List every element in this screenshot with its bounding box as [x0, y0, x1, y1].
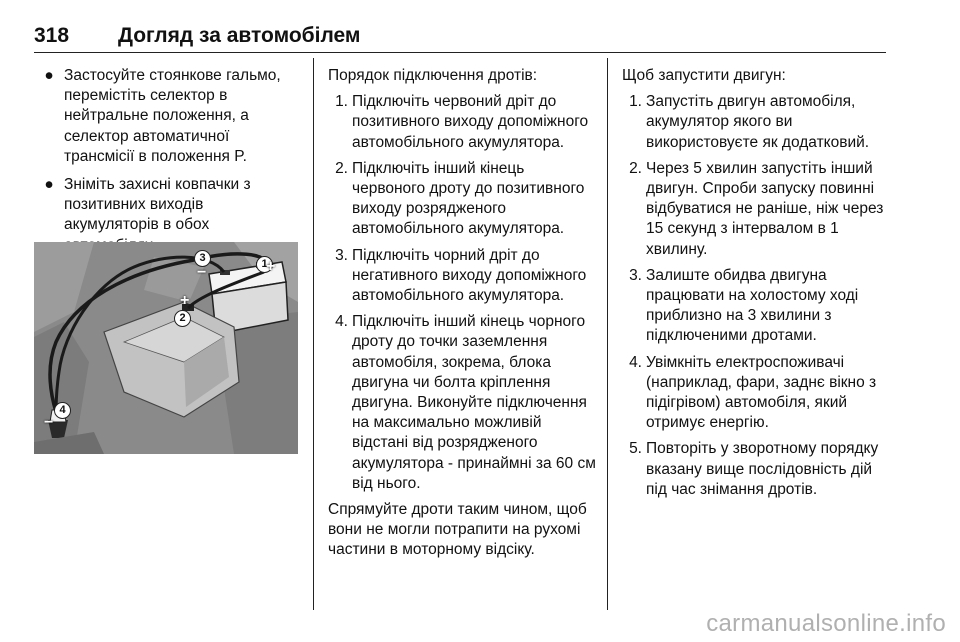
column-1 [40, 66, 302, 264]
callout-4 [54, 402, 71, 419]
bullet-text: Застосуйте стоянкове гальмо, перемістіть селектор в нейтральне положення, а селектор автоматичної трансмісії в положення P. [64, 67, 281, 165]
connection-step [328, 246, 598, 307]
bullet-text: Зніміть захисні ковпачки з позитивних виходів акумуляторів в обох [64, 176, 251, 234]
connection-step [328, 92, 598, 153]
minus-sign-4: − [44, 414, 54, 431]
connection-intro: Порядок підключення дротів: [328, 67, 538, 84]
plus-sign-2: + [180, 292, 190, 309]
bullet-item [40, 66, 302, 167]
column-divider-1 [313, 58, 314, 610]
column-divider-2 [607, 58, 608, 610]
connection-step [328, 312, 598, 494]
callout-1-label: 1 [261, 258, 268, 270]
jump-start-illustration [34, 242, 298, 454]
connection-step [328, 159, 598, 240]
header-rule [34, 52, 886, 53]
site-watermark: carmanualsonline.info [706, 610, 946, 637]
step-number: 2. [629, 159, 642, 177]
page-number: 318 [34, 24, 70, 47]
start-step [622, 266, 888, 347]
bullet-dot-icon: ● [44, 176, 54, 194]
step-text: Підключіть червоний дріт до позитивного виходу допоміжного автомобільного акумулятора. [352, 93, 589, 151]
step-text: Повторіть у зворотному порядку вказану вище послідовність дій під час знімання дротів. [646, 440, 879, 498]
step-text: Через 5 хвилин запустіть інший двигун. Спроби запуску повинні відбуватися не раніше, ніж через 15 секунд з інтервалом в 1 хвилину. [646, 159, 884, 258]
step-number: 2. [335, 159, 348, 177]
page-header [34, 24, 886, 50]
engine-bay-drawing [34, 242, 298, 454]
step-text: Підключіть інший кінець червоного дроту до позитивного виходу розрядженого автомобільного акумулятора. [352, 159, 585, 238]
start-intro: Щоб запустити двигун: [622, 67, 786, 84]
start-step [622, 92, 888, 153]
step-text: Запустіть двигун автомобіля, акумулятор якого ви використовуєте як додатковий. [646, 93, 870, 151]
plus-sign-1: + [266, 258, 276, 275]
step-text: Підключіть чорний дріт до негативного виходу допоміжного автомобільного акумулятора. [352, 246, 587, 305]
step-number: 1. [335, 93, 348, 111]
minus-sign-3: − [197, 264, 207, 281]
step-text: Підключіть інший кінець чорного дроту до точки заземлення автомобіля, зокрема, блока двигуна чи болта кріплення двигуна. Виконуйте підключення на максимально можливій відстані від розрядженого акумулятора - принаймні за 60 см від нього. [352, 313, 596, 492]
callout-2 [174, 310, 191, 327]
step-number: 4. [335, 313, 348, 331]
step-number: 1. [629, 93, 642, 111]
start-step [622, 439, 888, 500]
callout-4-label: 4 [59, 404, 66, 416]
start-step [622, 353, 888, 434]
bullet-dot-icon: ● [44, 67, 54, 84]
step-number: 5. [629, 440, 642, 458]
column-2 [328, 66, 598, 567]
column-3 [622, 66, 888, 506]
step-number: 3. [629, 266, 642, 284]
page-title: Догляд за автомобілем [118, 24, 361, 47]
start-step [622, 159, 888, 260]
cable-routing-note: Спрямуйте дроти таким чином, щоб вони не могли потрапити на рухомі частини в моторному відсіку. [328, 501, 587, 559]
callout-2-label: 2 [179, 312, 186, 324]
step-text: Залиште обидва двигуна працювати на холостому ході приблизно на 3 хвилини з підключеними дротами. [646, 266, 859, 345]
step-text: Увімкніть електроспоживачі (наприклад, фари, заднє вікно з підігрівом) автомобіля, який отримує енергію. [646, 353, 877, 432]
step-number: 3. [335, 246, 348, 264]
callout-3-label: 3 [199, 252, 206, 264]
step-number: 4. [629, 353, 642, 371]
